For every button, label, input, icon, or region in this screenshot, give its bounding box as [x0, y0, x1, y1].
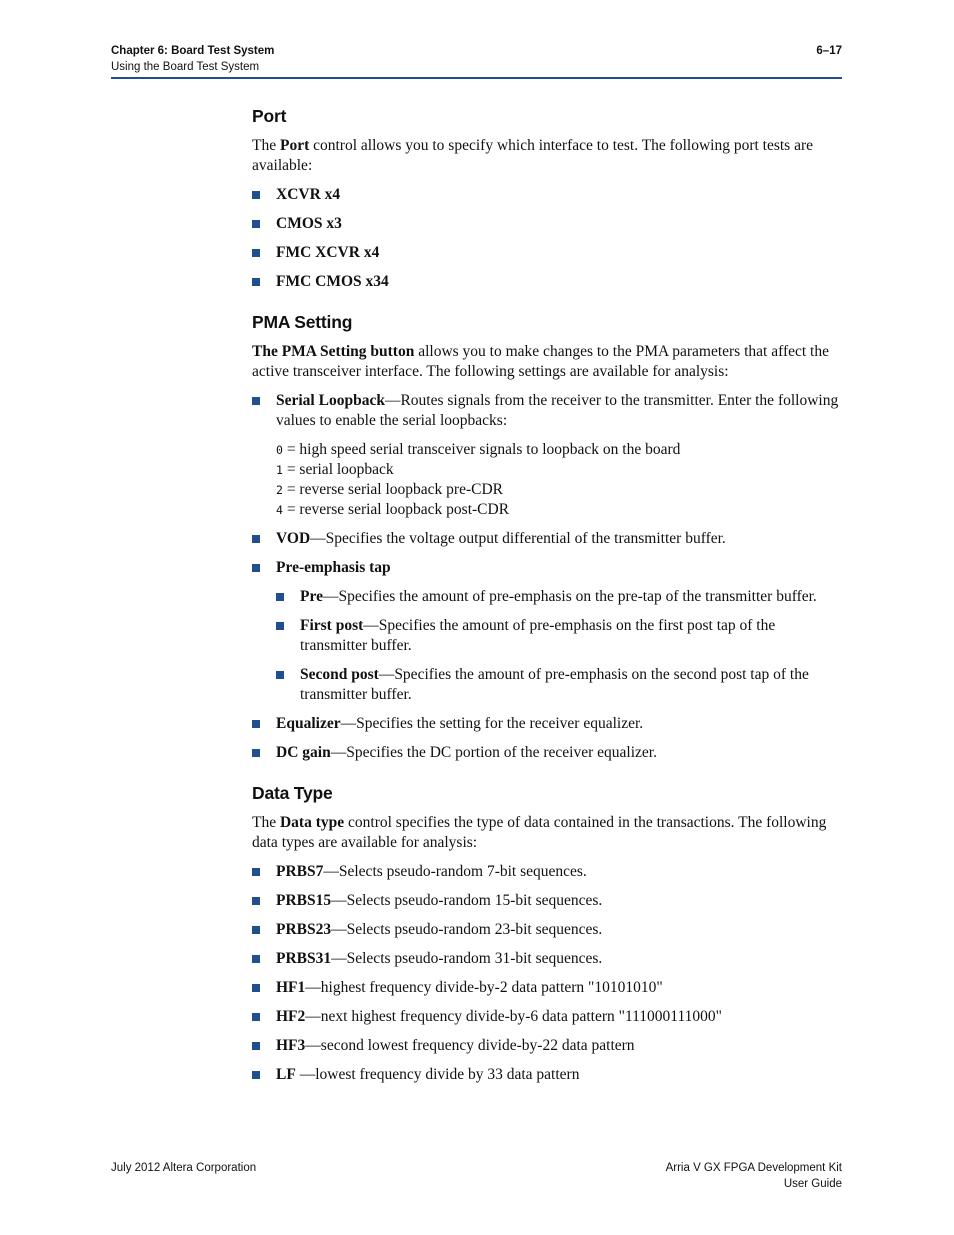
bullet-icon	[252, 720, 260, 728]
section-title: Using the Board Test System	[111, 61, 260, 73]
pma-intro-post: allows you to make changes to the PMA parameters that affect the active transceiver interface. The following settings are available for analysis:	[252, 343, 829, 380]
port-intro-pre: The	[252, 137, 280, 154]
footer-date-company: July 2012 Altera Corporation	[111, 1162, 257, 1174]
item-desc: —Specifies the amount of pre-emphasis on the second post tap of the transmitter buffer.	[300, 666, 809, 703]
bullet-icon	[252, 1013, 260, 1021]
list-item	[252, 214, 842, 234]
data-type-intro-bold: Data type	[279, 814, 345, 831]
item-desc: —Specifies the DC portion of the receiver equalizer.	[330, 744, 657, 761]
code-value: 4	[276, 503, 283, 517]
code-line	[276, 500, 842, 520]
item-desc: —second lowest frequency divide-by-22 data pattern	[305, 1037, 635, 1054]
item-desc: —Selects pseudo-random 15-bit sequences.	[331, 892, 603, 909]
port-item-label: FMC XCVR x4	[276, 244, 380, 261]
item-desc: —Selects pseudo-random 7-bit sequences.	[323, 863, 587, 880]
data-type-list	[252, 862, 842, 1085]
header-rule	[111, 77, 842, 79]
item-label: HF1	[276, 979, 306, 996]
item-desc: —Specifies the voltage output differential of the transmitter buffer.	[310, 530, 726, 547]
pma-intro	[252, 342, 842, 382]
list-item	[252, 891, 842, 911]
list-item	[252, 714, 842, 734]
list-item	[252, 391, 842, 431]
code-desc: = reverse serial loopback pre-CDR	[282, 481, 504, 498]
list-item	[252, 949, 842, 969]
bullet-icon	[252, 984, 260, 992]
item-label: PRBS7	[276, 863, 324, 880]
item-desc: —Routes signals from the receiver to the transmitter. Enter the following values to enable the serial loopbacks:	[276, 392, 839, 429]
footer-doc-name: Arria V GX FPGA Development Kit	[665, 1162, 842, 1174]
port-intro	[252, 136, 842, 176]
bullet-icon	[252, 191, 260, 199]
item-desc: —lowest frequency divide by 33 data pattern	[295, 1066, 580, 1083]
bullet-icon	[252, 926, 260, 934]
loopback-codes	[252, 440, 842, 520]
bullet-icon	[252, 220, 260, 228]
list-item	[276, 665, 842, 705]
list-item	[252, 920, 842, 940]
list-item	[252, 978, 842, 998]
bullet-icon	[252, 955, 260, 963]
code-desc: = reverse serial loopback post-CDR	[282, 501, 510, 518]
code-value: 0	[276, 443, 283, 457]
code-line	[276, 460, 842, 480]
item-label: Pre-emphasis tap	[276, 559, 391, 576]
item-desc: —Specifies the amount of pre-emphasis on the first post tap of the transmitter buffer.	[300, 617, 776, 654]
list-item	[252, 243, 842, 263]
port-item-label: CMOS x3	[276, 215, 342, 232]
bullet-icon	[252, 564, 260, 572]
footer-doc-type: User Guide	[783, 1178, 842, 1190]
item-label: HF2	[276, 1008, 306, 1025]
code-line	[276, 440, 842, 460]
footer-doc-title	[666, 1160, 842, 1192]
code-line	[276, 480, 842, 500]
item-desc: —next highest frequency divide-by-6 data pattern "111000111000"	[305, 1008, 722, 1025]
item-label: Serial Loopback	[276, 392, 385, 409]
port-heading: Port	[252, 106, 287, 126]
bullet-icon	[252, 1042, 260, 1050]
code-value: 2	[276, 483, 283, 497]
item-label: VOD	[276, 530, 311, 547]
list-item	[276, 616, 842, 656]
bullet-icon	[252, 249, 260, 257]
item-label: Second post	[300, 666, 379, 683]
bullet-icon	[252, 868, 260, 876]
item-label: Pre	[300, 588, 323, 605]
port-intro-post: control allows you to specify which interface to test. The following port tests are available:	[252, 137, 814, 174]
list-item	[252, 862, 842, 882]
list-item	[252, 1036, 842, 1056]
list-item	[252, 529, 842, 549]
data-type-intro-post: control specifies the type of data contained in the transactions. The following data types are available for analysis:	[252, 814, 827, 851]
pma-heading: PMA Setting	[252, 312, 353, 332]
item-label: PRBS31	[276, 950, 332, 967]
list-item	[252, 1007, 842, 1027]
item-label: LF	[276, 1066, 296, 1083]
bullet-icon	[252, 1071, 260, 1079]
list-item	[252, 1065, 842, 1085]
bullet-icon	[252, 897, 260, 905]
bullet-icon	[276, 671, 284, 679]
list-item	[252, 185, 842, 205]
bullet-icon	[252, 278, 260, 286]
data-type-intro	[252, 813, 842, 853]
pma-intro-bold: The PMA Setting button	[252, 343, 415, 360]
page-content	[252, 104, 842, 1085]
list-item	[252, 558, 842, 705]
item-desc: —Selects pseudo-random 23-bit sequences.	[331, 921, 603, 938]
bullet-icon	[276, 593, 284, 601]
bullet-icon	[276, 622, 284, 630]
list-item	[252, 743, 842, 763]
item-label: PRBS15	[276, 892, 332, 909]
item-label: Equalizer	[276, 715, 341, 732]
page-header	[111, 43, 842, 75]
bullet-icon	[252, 749, 260, 757]
code-value: 1	[276, 463, 283, 477]
port-item-label: FMC CMOS x34	[276, 273, 389, 290]
item-label: DC gain	[276, 744, 331, 761]
chapter-title: Chapter 6: Board Test System	[111, 45, 275, 57]
item-label: PRBS23	[276, 921, 332, 938]
data-type-intro-pre: The	[252, 814, 280, 831]
preemphasis-sublist	[276, 587, 842, 705]
item-desc: —Specifies the amount of pre-emphasis on the pre-tap of the transmitter buffer.	[322, 588, 817, 605]
item-label: First post	[300, 617, 364, 634]
port-list	[252, 185, 842, 292]
bullet-icon	[252, 535, 260, 543]
list-item	[276, 587, 842, 607]
port-item-label: XCVR x4	[276, 186, 341, 203]
data-type-heading: Data Type	[252, 783, 333, 803]
pma-list	[252, 391, 842, 431]
item-desc: —Specifies the setting for the receiver equalizer.	[340, 715, 644, 732]
item-desc: —highest frequency divide-by-2 data pattern "10101010"	[305, 979, 663, 996]
code-desc: = high speed serial transceiver signals to loopback on the board	[282, 441, 681, 458]
list-item	[252, 272, 842, 292]
bullet-icon	[252, 397, 260, 405]
item-desc: —Selects pseudo-random 31-bit sequences.	[331, 950, 603, 967]
pma-list-continued	[252, 529, 842, 763]
code-desc: = serial loopback	[282, 461, 394, 478]
page-number: 6–17	[816, 45, 842, 57]
port-intro-bold: Port	[279, 137, 310, 154]
item-label: HF3	[276, 1037, 306, 1054]
